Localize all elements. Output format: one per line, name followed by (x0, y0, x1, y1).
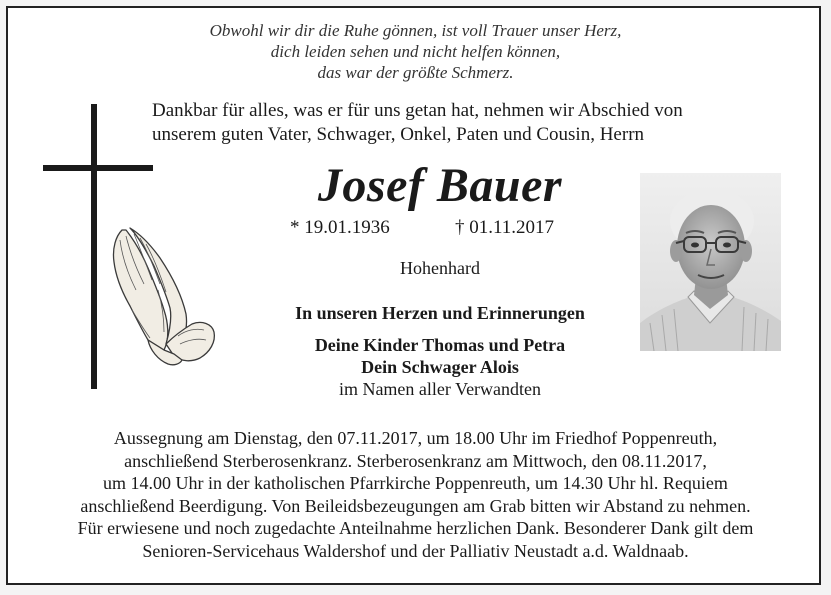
intro-text (152, 99, 792, 147)
mourners-children: Deine Kinder Thomas und Petra (314, 335, 566, 355)
funeral-details (0, 427, 831, 562)
poem (0, 20, 831, 83)
mourners-relatives: im Namen aller Verwandten (338, 379, 542, 399)
poem-line: das war der größte Schmerz. (317, 63, 514, 82)
portrait-photo (640, 173, 781, 351)
intro-line: unserem guten Vater, Schwager, Onkel, Paten und Cousin, Herrn (152, 124, 645, 145)
details-line: Aussegnung am Dienstag, den 07.11.2017, um 18.00 Uhr im Friedhof Poppenreuth, (113, 428, 718, 448)
details-line: Für erwiesene und noch zugedachte Anteilnahme herzlichen Dank. Besonderer Dank gilt dem (77, 518, 754, 538)
deceased-name: Josef Bauer (317, 159, 563, 212)
death-date: † 01.11.2017 (455, 217, 555, 238)
hometown: Hohenhard (400, 258, 480, 278)
praying-hands-icon (108, 226, 218, 368)
mourners-brother-in-law: Dein Schwager Alois (361, 357, 519, 377)
mourners-block (240, 302, 640, 400)
poem-line: dich leiden sehen und nicht helfen können, (270, 42, 561, 61)
details-line: anschließend Sterberosenkranz. Sterberosenkranz am Mittwoch, den 08.11.2017, (124, 450, 707, 471)
mourners-heading: In unseren Herzen und Erinnerungen (295, 303, 585, 323)
details-line: Senioren-Servicehaus Waldershof und der Palliativ Neustadt a.d. Waldnaab. (142, 540, 689, 561)
intro-line: Dankbar für alles, was er für uns getan hat, nehmen wir Abschied von (152, 100, 683, 121)
poem-line: Obwohl wir dir die Ruhe gönnen, ist voll Trauer unser Herz, (209, 21, 622, 40)
details-line: um 14.00 Uhr in der katholischen Pfarrkirche Poppenreuth, um 14.30 Uhr hl. Requiem (103, 473, 728, 493)
birth-date: * 19.01.1936 (290, 217, 390, 238)
details-line: anschließend Beerdigung. Von Beileidsbezeugungen am Grab bitten wir Abstand zu nehmen. (80, 495, 751, 516)
